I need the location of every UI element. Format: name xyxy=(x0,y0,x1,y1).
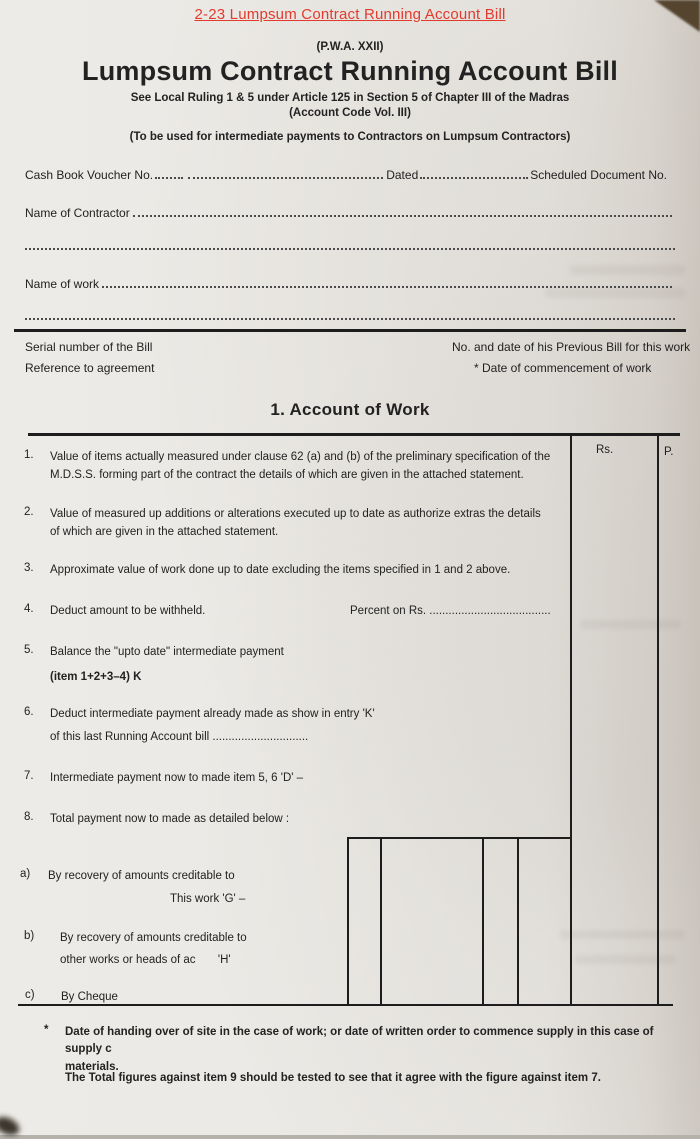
work-row xyxy=(25,277,675,291)
subtitle-line-2: (Account Code Vol. III) xyxy=(289,107,411,119)
subtable-line-3 xyxy=(482,837,484,1004)
previous-bill-label: No. and date of his Previous Bill for this work xyxy=(452,340,691,354)
contractor-label: Name of Contractor xyxy=(25,206,130,220)
item-text: Total payment now to made as detailed below : xyxy=(50,813,290,825)
item-text: Approximate value of work done up to date excluding the items specified in 1 and 2 above. xyxy=(50,564,511,576)
dated-label: Dated xyxy=(386,168,419,182)
item-text: By recovery of amounts creditable to xyxy=(60,932,247,944)
usage-note: (To be used for intermediate payments to Contractors on Lumpsum Contractors) xyxy=(129,131,571,143)
scan-artifact xyxy=(570,265,685,275)
item-letter: b) xyxy=(24,930,35,942)
form-code: (P.W.A. XXII) xyxy=(316,41,384,53)
item-number: 1. xyxy=(24,449,34,461)
item-number: 3. xyxy=(24,562,34,574)
item-text: of this last Running Account bill .............................. xyxy=(50,731,309,743)
item-number: 8. xyxy=(24,811,34,823)
commencement-label: * Date of commencement of work xyxy=(474,361,652,375)
contractor-row xyxy=(25,206,675,220)
item-number: 4. xyxy=(24,603,34,615)
subtable-line-1 xyxy=(347,837,349,1004)
table-rs-p-divider xyxy=(657,435,659,1004)
rs-column-header: Rs. xyxy=(596,444,614,456)
reference-label: Reference to agreement xyxy=(25,361,155,375)
subtitle-line-1: See Local Ruling 1 & 5 under Article 125 in Section 5 of Chapter III of the Madras xyxy=(130,92,570,104)
contractor-dots xyxy=(133,214,672,217)
footnote-2: The Total figures against item 9 should be tested to see that it agree with the figure against item 7. xyxy=(65,1072,601,1084)
footnote-asterisk: * xyxy=(44,1024,49,1036)
scan-artifact xyxy=(575,955,675,964)
subtable-line-2 xyxy=(380,837,382,1004)
item-text: Balance the "upto date" intermediate payment xyxy=(50,646,284,658)
table-top-border xyxy=(28,433,680,436)
footnote-1-line1: Date of handing over of site in the case of work; or date of written order to commence supply in this case of supply c xyxy=(65,1026,654,1056)
dated-dots xyxy=(420,176,528,179)
item-formula-text: (item 1+2+3–4) K xyxy=(50,671,142,683)
item-text: Intermediate payment now to made item 5, 6 'D' – xyxy=(50,772,304,784)
footnote-1-line2: materials. xyxy=(65,1060,119,1073)
work-dots-line2 xyxy=(25,306,675,320)
item-text: By Cheque xyxy=(61,991,118,1003)
subtable-line-4 xyxy=(517,837,519,1004)
item-number: 6. xyxy=(24,706,34,718)
page-title-link[interactable]: 2-23 Lumpsum Contract Running Account Bill xyxy=(194,6,506,23)
item-letter: c) xyxy=(25,989,35,1001)
item-percent-text: Percent on Rs. ...................................... xyxy=(350,605,551,617)
scan-artifact xyxy=(560,930,685,939)
scan-artifact xyxy=(580,620,680,629)
item-number: 5. xyxy=(24,644,34,656)
item-number: 7. xyxy=(24,770,34,782)
item-text: Deduct intermediate payment already made as show in entry 'K' xyxy=(50,708,375,720)
work-dots xyxy=(102,285,672,288)
item-text: Value of measured up additions or alterations executed up to date as authorize extras the details of which are given in the attached statement. xyxy=(50,508,541,538)
table-amount-divider xyxy=(570,435,572,1004)
item-text: Value of items actually measured under clause 62 (a) and (b) of the preliminary specification of the M.D.S.S. forming part of the contract the details of which are given in the attached statement. xyxy=(50,451,551,481)
scheduled-doc-label: Scheduled Document No. xyxy=(530,168,667,182)
footnote-1 xyxy=(65,1024,675,1076)
header-link-row xyxy=(0,6,700,24)
account-of-work-heading: 1. Account of Work xyxy=(270,400,430,419)
voucher-row xyxy=(25,168,667,182)
section-divider xyxy=(14,329,686,332)
voucher-label: Cash Book Voucher No. xyxy=(25,168,154,182)
item-letter: a) xyxy=(20,868,31,880)
contractor-dots-line2 xyxy=(25,236,675,250)
page-title: Lumpsum Contract Running Account Bill xyxy=(82,56,618,86)
item-number: 2. xyxy=(24,506,34,518)
item-text: By recovery of amounts creditable to xyxy=(48,870,235,882)
item-text: Deduct amount to be withheld. xyxy=(50,605,206,617)
item-text: This work 'G' – xyxy=(170,893,246,905)
voucher-dots xyxy=(188,176,383,179)
item-text: other works or heads of ac 'H' xyxy=(60,954,231,966)
voucher-dots-short xyxy=(155,176,183,179)
work-label: Name of work xyxy=(25,277,100,291)
serial-label: Serial number of the Bill xyxy=(25,340,153,354)
p-column-header: P. xyxy=(664,446,674,458)
